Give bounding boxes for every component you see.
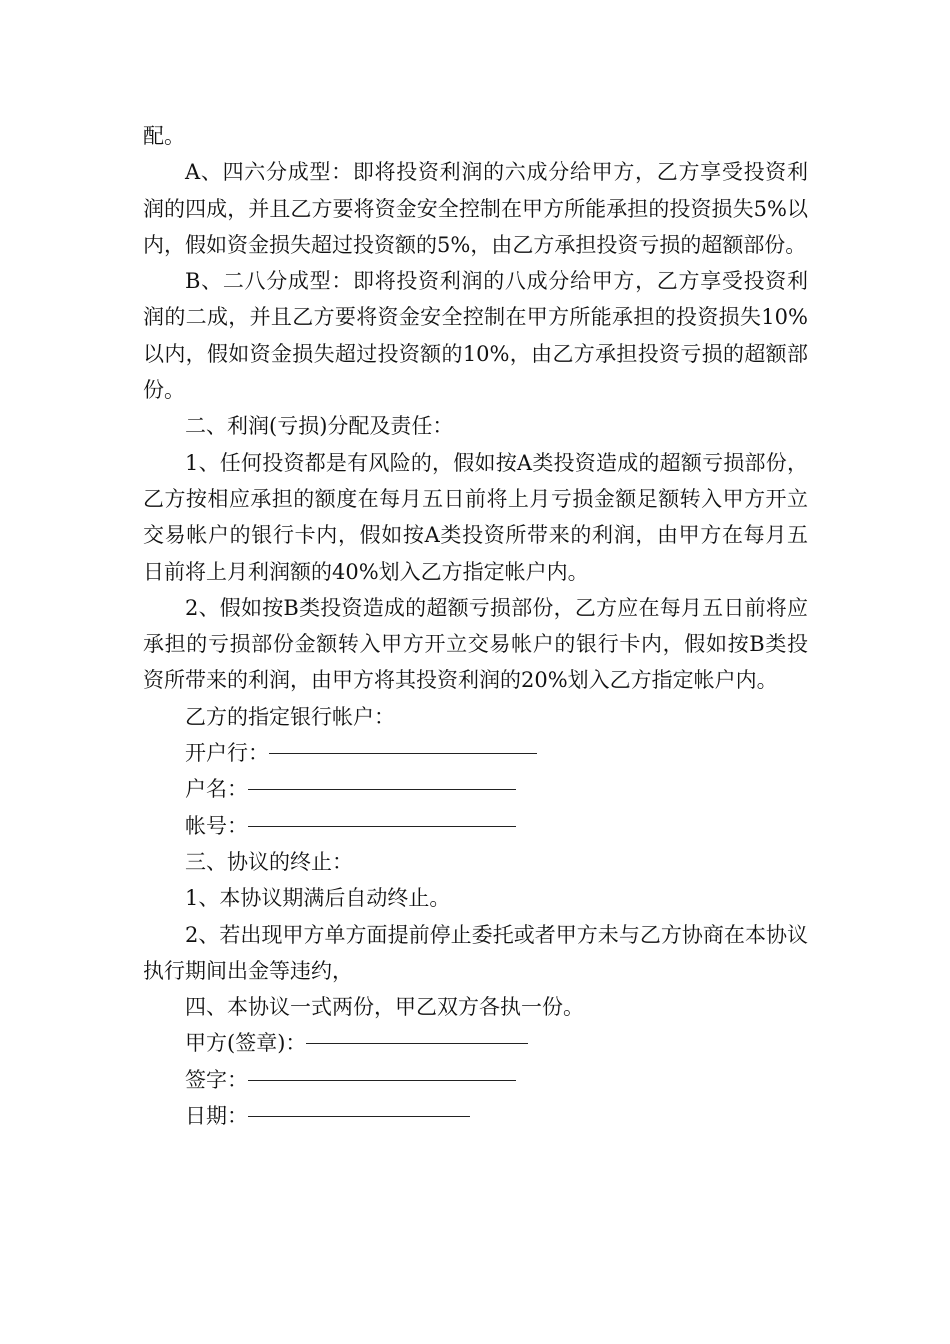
section-heading-termination: 三、协议的终止： xyxy=(185,849,353,874)
bank-account-heading: 乙方的指定银行帐户： xyxy=(185,704,395,729)
signature-label: 签字： xyxy=(185,1067,248,1092)
document-body xyxy=(143,118,808,1134)
paragraph-option-a: A、四六分成型：即将投资利润的六成分给甲方，乙方享受投资利润的四成，并且乙方要将资金安全控制在甲方所能承担的投资损失5%以内，假如资金损失超过投资额的5%，由乙方承担投资亏损的超额部份。 xyxy=(143,160,808,257)
date-blank-line xyxy=(248,1115,470,1117)
bank-label: 开户行： xyxy=(185,741,269,766)
bank-blank-line xyxy=(269,752,537,754)
paragraph-continuation: 配。 xyxy=(143,124,185,148)
account-name-blank-line xyxy=(248,788,516,790)
signature-blank-line xyxy=(248,1079,516,1081)
account-number-blank-line xyxy=(248,825,516,827)
date-label: 日期： xyxy=(185,1104,248,1129)
account-name-field-row xyxy=(143,771,808,807)
bank-field-row xyxy=(143,735,808,771)
paragraph-termination-2: 2、若出现甲方单方面提前停止委托或者甲方未与乙方协商在本协议执行期间出金等违约， xyxy=(143,922,808,983)
account-number-label: 帐号： xyxy=(185,813,248,838)
signature-field-row xyxy=(143,1062,808,1098)
party-a-seal-blank-line xyxy=(306,1042,528,1044)
section-heading-profit: 二、利润(亏损)分配及责任： xyxy=(185,414,454,439)
party-a-seal-field-row xyxy=(143,1025,808,1061)
date-field-row xyxy=(143,1098,808,1134)
account-name-label: 户名： xyxy=(185,777,248,802)
paragraph-profit-2: 2、假如按B类投资造成的超额亏损部份，乙方应在每月五日前将应承担的亏损部份金额转入甲方开立交易帐户的银行卡内，假如按B类投资所带来的利润，由甲方将其投资利润的20%划入乙方指定帐户内。 xyxy=(143,595,808,693)
paragraph-profit-1: 1、任何投资都是有风险的，假如按A类投资造成的超额亏损部份，乙方按相应承担的额度在每月五日前将上月亏损金额足额转入甲方开立交易帐户的银行卡内，假如按A类投资所带来的利润，由甲方在每月五日前将上月利润额的40%划入乙方指定帐户内。 xyxy=(143,450,808,584)
paragraph-copies: 四、本协议一式两份，甲乙双方各执一份。 xyxy=(185,995,584,1020)
party-a-seal-label: 甲方(签章)： xyxy=(185,1031,307,1056)
paragraph-option-b: B、二八分成型：即将投资利润的八成分给甲方，乙方享受投资利润的二成，并且乙方要将资金安全控制在甲方所能承担的投资损失10%以内，假如资金损失超过投资额的10%，由乙方承担投资亏损的超额部份。 xyxy=(143,269,808,403)
paragraph-termination-1: 1、本协议期满后自动终止。 xyxy=(185,886,451,911)
account-number-field-row xyxy=(143,808,808,844)
